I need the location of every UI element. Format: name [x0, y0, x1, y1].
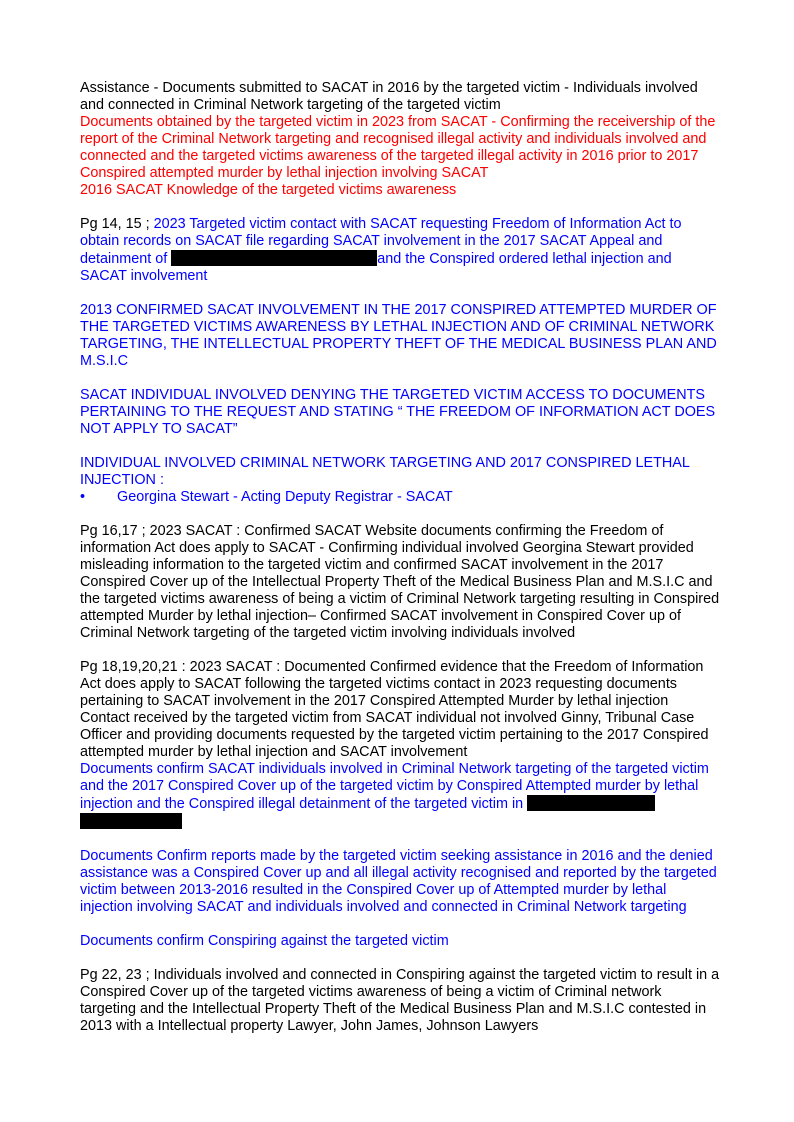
caps-paragraph-3: INDIVIDUAL INVOLVED CRIMINAL NETWORK TARGETING AND 2017 CONSPIRED LETHAL INJECTION : — [80, 455, 690, 488]
bullet-item-text: Georgina Stewart - Acting Deputy Registrar - SACAT — [117, 489, 453, 505]
bullet-list-item — [80, 489, 720, 506]
docs-paragraph-1: Documents Confirm reports made by the targeted victim seeking assistance in 2016 and the denied assistance was a Conspired Cover up and all illegal activity recognised and reported by the targeted victim between 2013-2016 resulted in the Conspired Cover up of Attempted murder by lethal injection involving SACAT and individuals involved and connected in Criminal Network targeting — [80, 848, 717, 915]
caps-paragraph-2: SACAT INDIVIDUAL INVOLVED DENYING THE TARGETED VICTIM ACCESS TO DOCUMENTS PERTAINING TO THE REQUEST AND STATING “ THE FREEDOM OF INFORMATION ACT DOES NOT APPLY TO SACAT” — [80, 387, 716, 437]
pg22-paragraph: Pg 22, 23 ; Individuals involved and connected in Conspiring against the targeted victim to result in a Conspired Cover up of the targeted victims awareness of being a victim of Criminal network targeting and the Intellectual Property Theft of the Medical Business Plan and M.S.I.C contested in 2013 with a Intellectual property Lawyer, John James, Johnson Lawyers — [80, 967, 720, 1034]
document-page — [80, 80, 720, 1035]
pg14-paragraph — [80, 216, 720, 285]
intro-red-subheading: 2016 SACAT Knowledge of the targeted victims awareness — [80, 182, 457, 198]
pg14-text-b: and the Conspired ordered lethal injection and SACAT involvement — [80, 251, 672, 284]
pg14-text-a: 2023 Targeted victim contact with SACAT requesting Freedom of Information Act to obtain records on SACAT file regarding SACAT involvement in the 2017 SACAT Appeal and detainment of — [80, 216, 682, 267]
redaction-bar — [527, 795, 655, 811]
pg14-ref: Pg 14, 15 ; — [80, 216, 154, 232]
intro-heading: Assistance - Documents submitted to SACAT in 2016 by the targeted victim - Individuals involved and connected in Criminal Network targeting of the targeted victim — [80, 80, 698, 113]
intro-red-paragraph: Documents obtained by the targeted victim in 2023 from SACAT - Confirming the receivership of the report of the Criminal Network targeting and recognised illegal activity and individuals involved and connected and the targeted victims awareness of the targeted illegal activity in 2016 prior to 2017 Conspired attempted murder by lethal injection involving SACAT — [80, 114, 716, 181]
pg18-blue-text: Documents confirm SACAT individuals involved in Criminal Network targeting of the targeted victim and the 2017 Conspired Cover up of the targeted victim by Conspired Attempted murder by lethal injection and the Conspired illegal detainment of the targeted victim in — [80, 761, 709, 812]
caps-paragraph-1: 2013 CONFIRMED SACAT INVOLVEMENT IN THE 2017 CONSPIRED ATTEMPTED MURDER OF THE TARGETED VICTIMS AWARENESS BY LETHAL INJECTION AND OF CRIMINAL NETWORK TARGETING, THE INTELLECTUAL PROPERTY THEFT OF THE MEDICAL BUSINESS PLAN AND M.S.I.C — [80, 302, 717, 369]
redaction-bar — [171, 250, 377, 266]
redaction-bar — [80, 813, 182, 829]
pg16-paragraph: Pg 16,17 ; 2023 SACAT : Confirmed SACAT Website documents confirming the Freedom of information Act does apply to SACAT - Confirming individual involved Georgina Stewart provided misleading information to the targeted victim and confirmed SACAT involvement in the 2017 Conspired Cover up of the Intellectual Property Theft of the Medical Business Plan and M.S.I.C and the targeted victims awareness of being a victim of Criminal Network targeting resulting in Conspired attempted Murder by lethal injection– Confirmed SACAT involvement in Conspired Cover up of Criminal Network targeting of the targeted victim involving individuals involved — [80, 523, 720, 641]
pg18-blue-paragraph — [80, 761, 720, 831]
docs-paragraph-2: Documents confirm Conspiring against the targeted victim — [80, 933, 449, 949]
pg18-contact-paragraph: Contact received by the targeted victim from SACAT individual not involved Ginny, Tribunal Case Officer and providing documents requested by the targeted victim pertaining to the 2017 Conspired attempted murder by lethal injection and SACAT involvement — [80, 710, 709, 760]
pg18-paragraph: Pg 18,19,20,21 : 2023 SACAT : Documented Confirmed evidence that the Freedom of Information Act does apply to SACAT following the targeted victims contact in 2023 requesting documents pertaining to SACAT involvement in the 2017 Conspired Attempted Murder by lethal injection — [80, 659, 704, 709]
bullet-icon: • — [80, 489, 86, 505]
